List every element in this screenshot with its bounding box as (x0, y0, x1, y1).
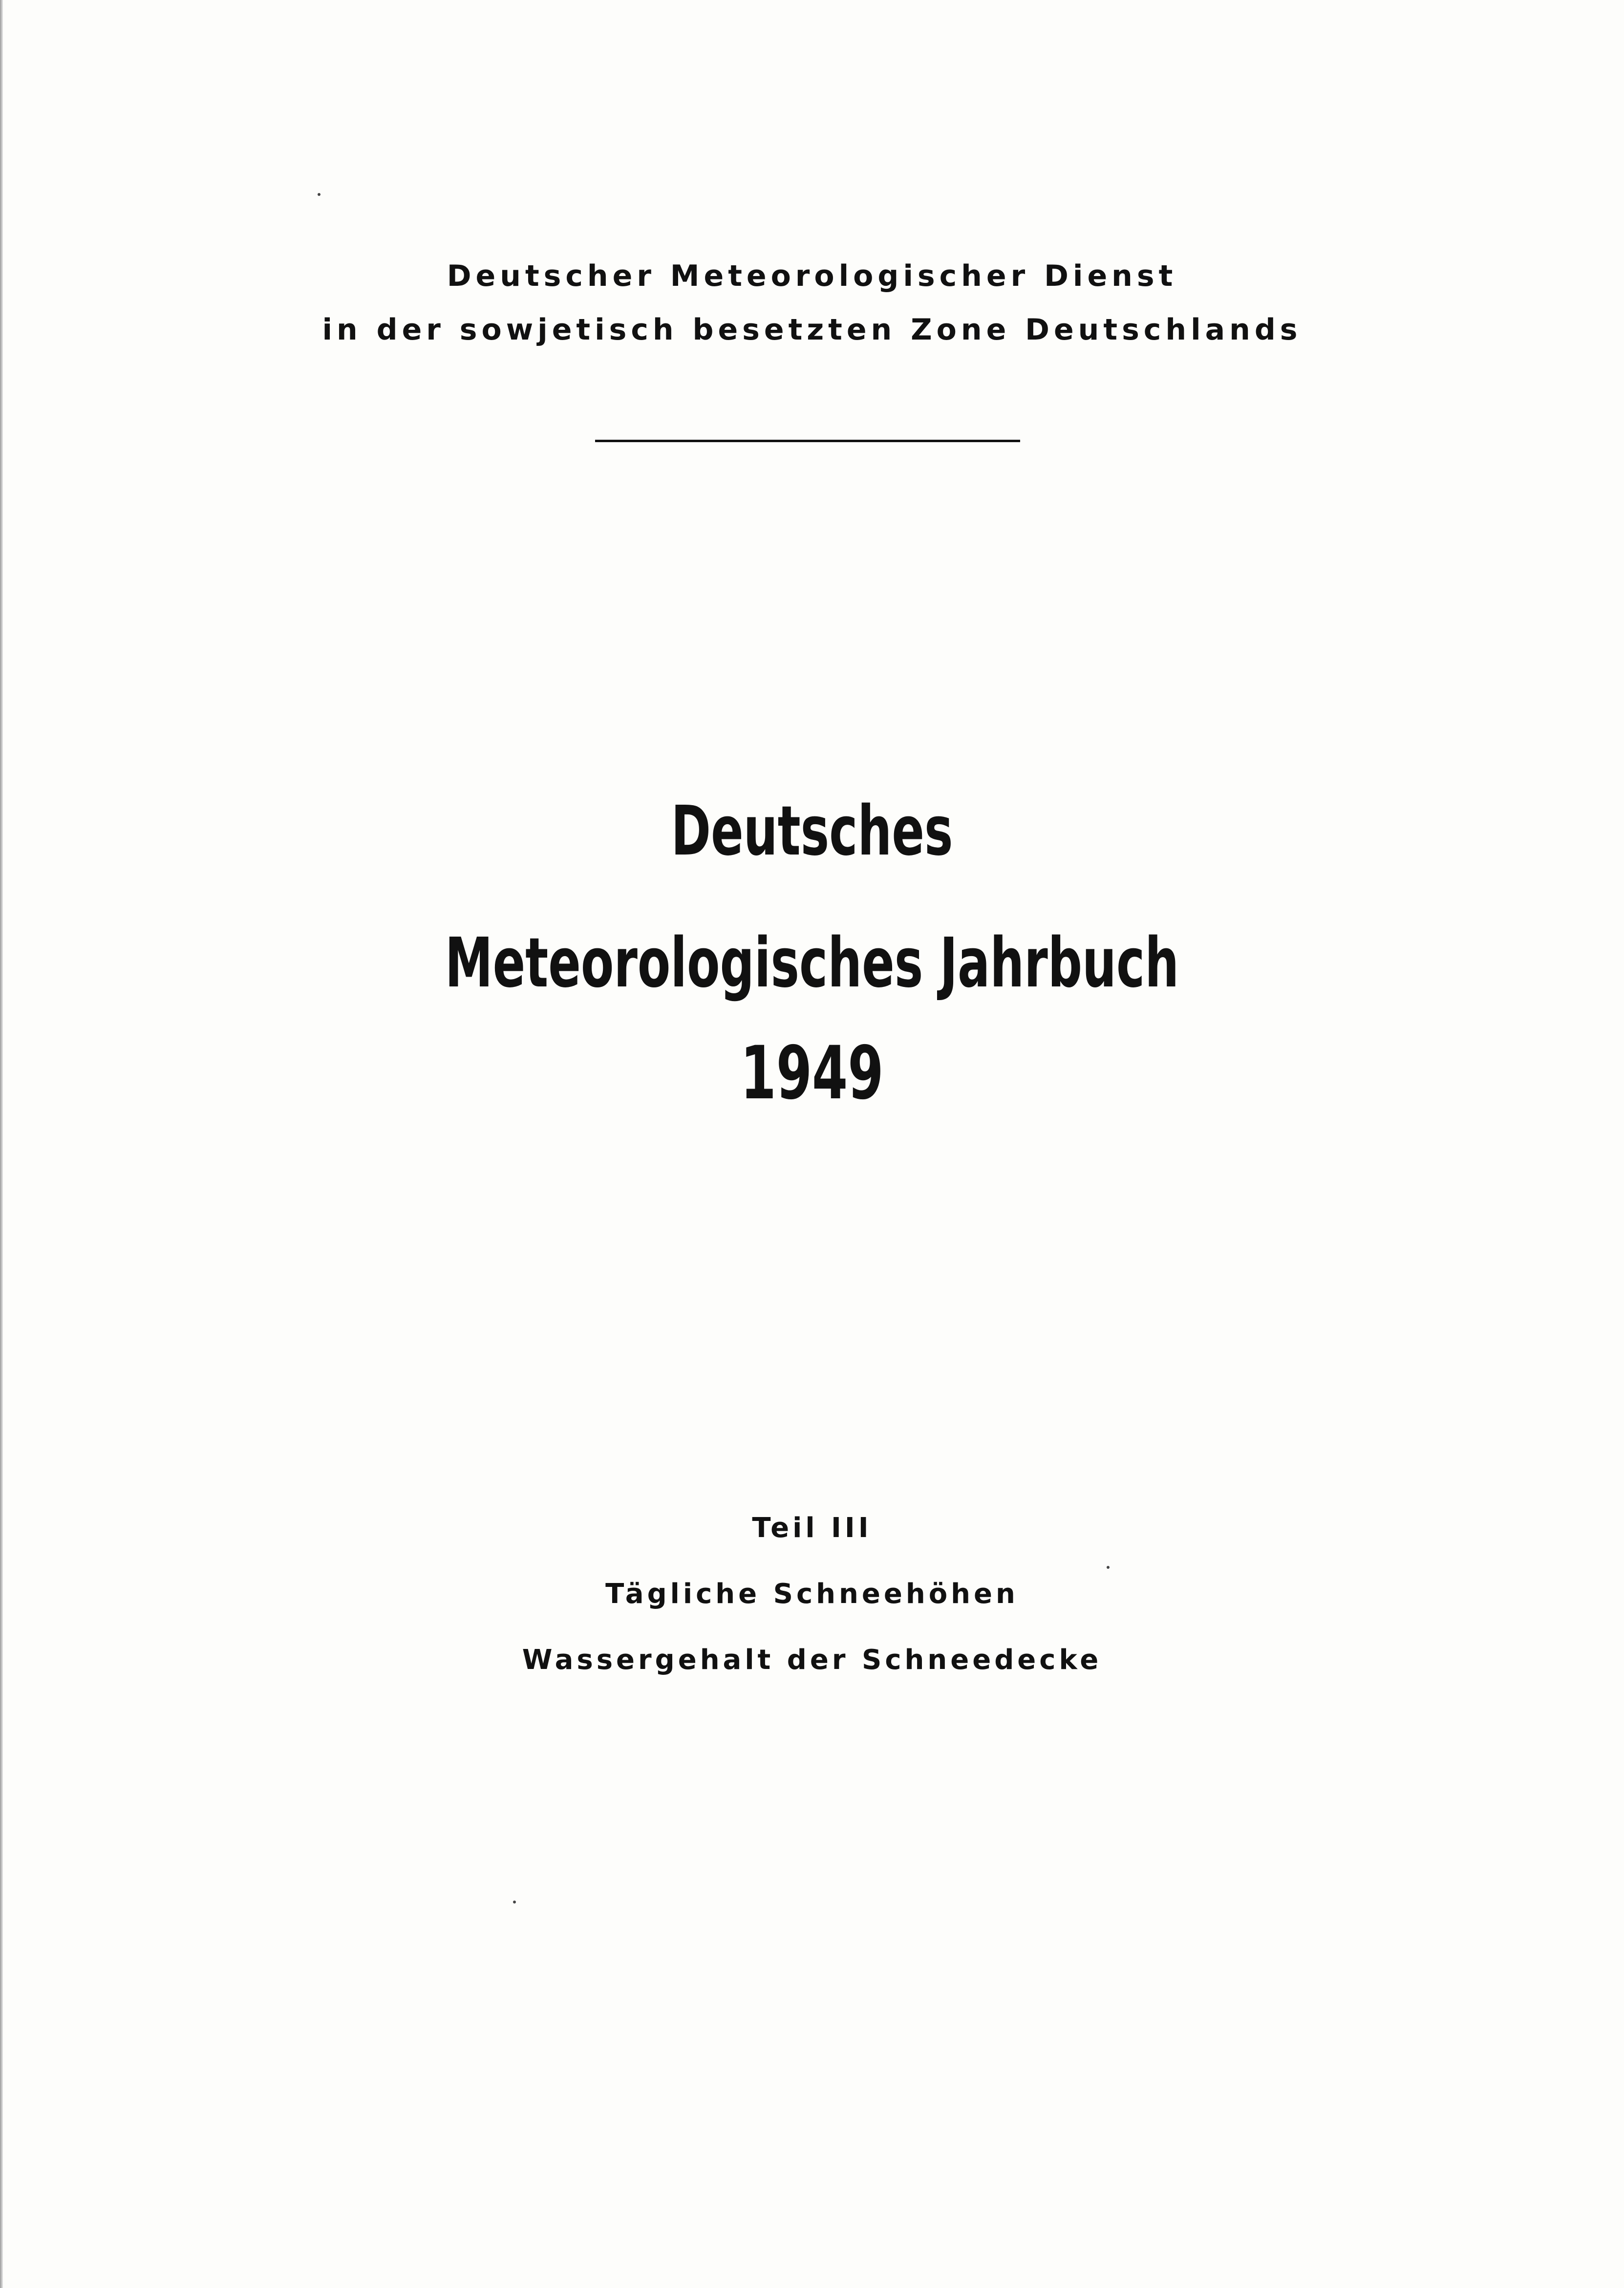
scan-speck (513, 1901, 516, 1903)
scan-speck (1107, 1566, 1110, 1569)
subtitle-part: Teil III (752, 1512, 872, 1544)
title-year: 1949 (740, 1031, 884, 1116)
header-line-1: Deutscher Meteorologischer Dienst (447, 259, 1177, 293)
subtitle-line-1: Tägliche Schneehöhen (605, 1578, 1019, 1610)
subtitle-line-2: Wassergehalt der Schneedecke (522, 1644, 1102, 1676)
title-line-1: Deutsches (671, 791, 953, 871)
header-line-2: in der sowjetisch besetzten Zone Deutschlands (322, 313, 1302, 347)
divider-rule (595, 440, 1020, 442)
title-line-2: Meteorologisches Jahrbuch (445, 923, 1179, 1003)
scan-speck (318, 193, 321, 196)
